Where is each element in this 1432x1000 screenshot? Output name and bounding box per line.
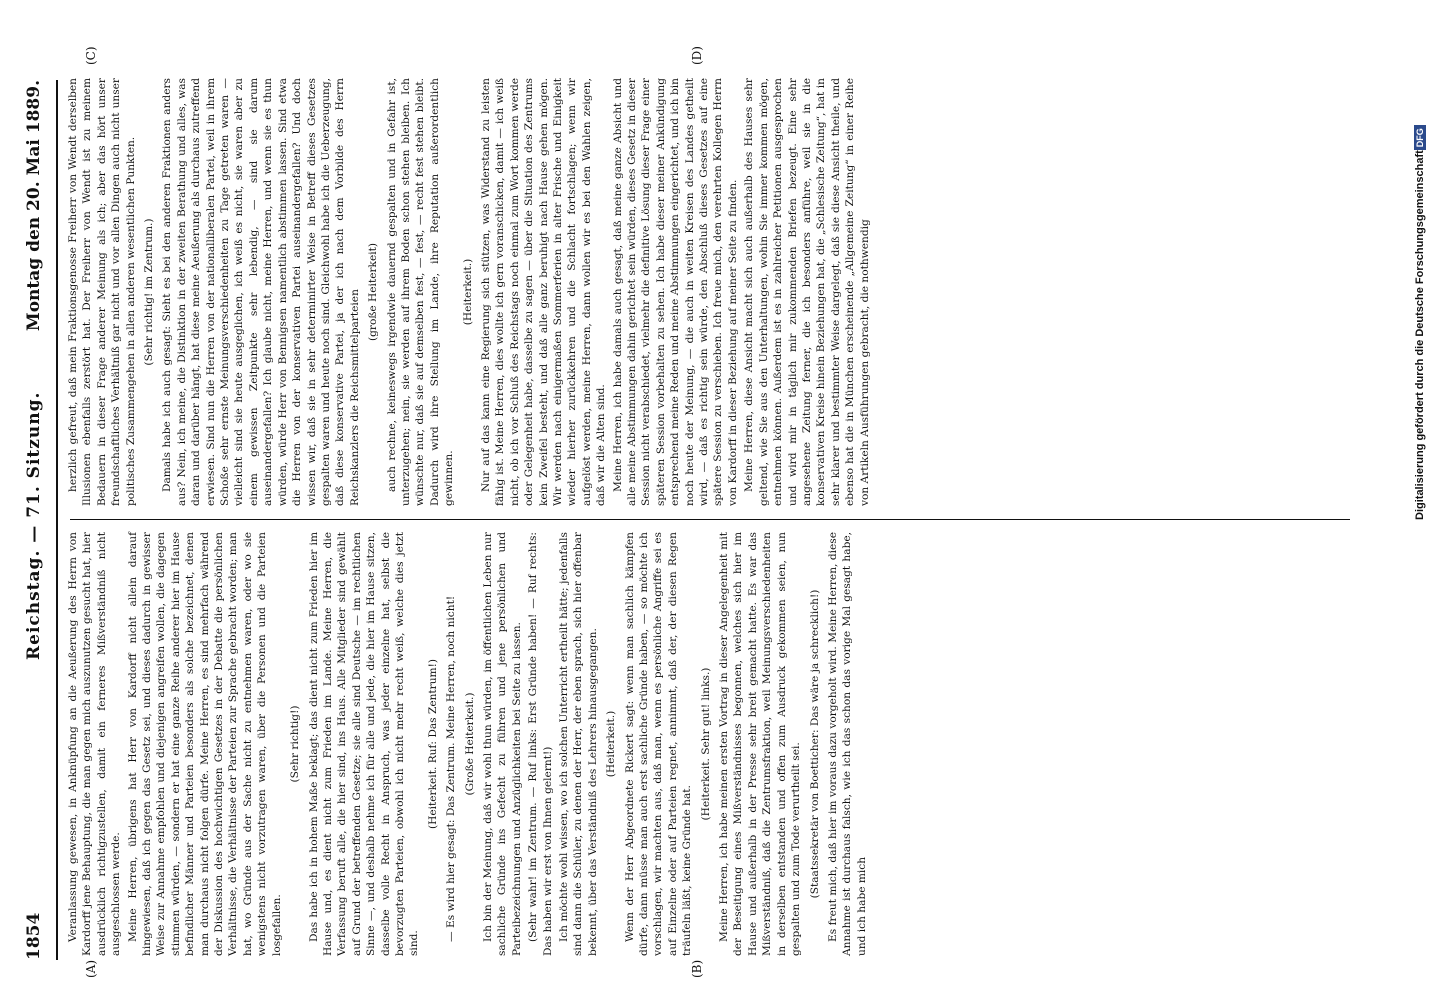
paragraph: Ich bin der Meinung, daß wir wohl thun würden, im öffentlichen Leben nur sachliche Gründe ins Gefecht zu führen und jene persönlichen und Parteibezeichnungen und Anzüglichkeiten bei Seite zu lassen.	[481, 532, 523, 956]
interjection: (Staatssekretär von Boetticher: Das wäre ja schrecklich!)	[808, 589, 821, 899]
paragraph: Wenn der Herr Abgeordnete Rickert sagt: wenn man sachlich kämpfen dürfe, dann müsse man auch erst sachliche Gründe haben, — so möchte ich vorschlagen, wir machten aus, daß man, wenn es persönliche Angriffe sei es auf Einzelne oder auf Parteien regnet, annimmt, daß der, der diesen Regen träufeln läßt, keine Gründe hat.	[623, 532, 694, 956]
paragraph: Nur auf das kann eine Regierung sich stützen, was Widerstand zu leisten fähig ist. Meine Herren, dies wollte ich gern voranschicken, damit — ich weiß nicht, ob ich vor Schluß des Reichstags noch einmal zum Wort kommen werde oder Gelegenheit habe, dasselbe zu sagen — über die Situation des Zentrums kein Zweifel besteht, und daß alle ganz beruhigt nach Hause gehen mögen. Wir werden nach einigermaßen Sommerferien in alter Frische und Einigkeit wieder hierher zurückkehren und die Schlacht fortschlagen; wenn wir aufgelöst werden, meine Herren, dann wollen wir es bei den Wahlen zeigen, daß wir die Alten sind.	[479, 78, 608, 506]
column-divider	[70, 519, 1350, 520]
paragraph: Meine Herren, diese Ansicht macht sich auch außerhalb des Hauses sehr geltend, wie Sie aus den Unterhaltungen, wohin Sie immer kommen mögen, entnehmen können. Außerdem ist es in zahlreicher Petitionen ausgesprochen und wird mir in täglich mir zukommenden Briefen bezeugt. Eine sehr angesehene Zeitung ferner, die ich besonders anführe, weil sie in die konservativen Kreise hinein Beziehungen hat, die „Schlesische Zeitung“, hat in sehr klarer und bestimmter Weise dargelegt, daß sie diese Ansicht theile, und ebenso hat die in München erscheinende „Allgemeine Zeitung“ in einer Reihe von Artikeln Ausführungen gebracht, die nothwendig	[743, 78, 871, 506]
page-number: 1854	[24, 912, 44, 960]
paragraph: Das habe ich in hohem Maße beklagt; das dient nicht zum Frieden hier im Hause und, es dient nicht zum Frieden im Lande. Meine Herren, die Verfassung beruft alle, die hier sind, ins Haus. Alle Mitglieder sind gewählt auf Grund der betreffenden Gesetze; sie alle sind Deutsche — im rechtlichen Sinne —, und deshalb nehme ich für alle und jede, die hier im Hause sitzen, dasselbe volle Recht in Anspruch, was jeder einzelne hat, selbst die bevorzugten Parteien, obwohl ich nicht mehr recht weiß, welche dies jetzt sind.	[307, 532, 421, 956]
interjection: (Heiterkeit. Sehr gut! links.)	[699, 667, 712, 821]
header-rule	[56, 80, 58, 960]
page-date: Montag den 20. Mai 1889.	[24, 80, 44, 332]
paragraph: Veranlassung gewesen, in Anknüpfung an die Aeußerung des Herrn von Kardorff jene Behauptung, die man gegen mich auszunutzen gesucht hat, hier ausdrücklich richtigzustellen, damit ein ferneres Mißverständniß nicht ausgeschlossen werde.	[67, 532, 123, 956]
paragraph: — Es wird hier gesagt: Das Zentrum. Meine Herren, noch nicht!	[445, 595, 458, 942]
marker-d: (D)	[690, 46, 704, 65]
paragraph: Ich möchte wohl wissen, wo ich solchen Unterricht ertheilt hätte; jedenfalls sind dann die Schüler, zu denen der Herr, der eben sprach, sich hier offenbar bekennt, über das Verständniß des Lehrers hinausgegangen.	[558, 532, 599, 956]
paragraph: auch rechne, keineswegs irgendwie dauernd gespalten und in Gefahr ist, unterzugehen; nein, sie werden auf ihrem Boden schon stehen bleiben. Ich wünschte nur, daß sie auf demselben fest, — fest, — recht fest stehen bleibt. Dadurch wird ihre Stellung im Lande, ihre Reputation außerordentlich gewinnen.	[385, 78, 456, 506]
interjection: (Sehr richtig! im Zentrum.)	[143, 218, 156, 366]
interjection: (Heiterkeit. Ruf: Das Zentrum!)	[426, 659, 439, 829]
paragraph: (Sehr wahr! im Zentrum. — Ruf links: Erst Gründe haben! — Ruf rechts: Das haben wir erst von Ihnen gelernt!)	[527, 532, 554, 956]
interjection: (Sehr richtig!)	[289, 705, 302, 783]
paragraph: Damals habe ich auch gesagt: Sieht es bei den anderen Fraktionen anders aus? Nein, ich meine, die Distinktion in der zweiten Berathung und alles, was daran und darüber hängt, hat diese meine Aeußerung als durchaus zutreffend erwiesen. Sind nun die Herren von der nationalliberalen Partei, weil in ihrem Schoße sehr ernste Meinungsverschiedenheiten zu Tage getreten waren — vielleicht sind sie heute ausgeglichen, ich weiß es nicht, sie waren aber zu einem gewissen Zeitpunkte sehr lebendig, — sind sie darum auseinandergefallen? Ich glaube nicht, meine Herren, und wenn sie es thun würden, würde Herr von Bennigsen namentlich abstimmen lassen. Sind etwa die Herren von der konservativen Partei auseinandergefallen? Und doch wissen wir, daß sie in sehr determinirter Weise in Betreff dieses Gesetzes gespalten waren und heute noch sind. Gleichwohl habe ich die Ueberzeugung, daß diese konservative Partei, ja der ich nach dem Vorbilde des Herrn Reichskanzlers die Reichsmittelparteien	[161, 78, 361, 506]
marker-a: (A)	[84, 959, 98, 978]
marker-b: (B)	[690, 959, 704, 978]
right-column	[66, 78, 874, 506]
interjection: (Heiterkeit.)	[461, 258, 474, 326]
paragraph: Es freut mich, daß hier im voraus dazu vorgeholt wird. Meine Herren, diese Annahme ist durchaus falsch, wie ich das schon das vorige Mal gesagt habe, und ich habe mich	[826, 532, 868, 956]
credit-text: Digitalisierung gefördert durch die Deutsche Forschungsgemeinschaft	[1414, 150, 1426, 520]
interjection: (Heiterkeit.)	[605, 710, 618, 778]
left-column	[66, 532, 871, 956]
paragraph: Meine Herren, ich habe meinen ersten Vortrag in dieser Angelegenheit mit der Beseitigung eines Mißverständnisses begonnen, welches sich hier im Hause und außerhalb in der Presse sehr breit gemacht hatte. Es war das Mißverständniß, daß die Zentrumsfraktion, weil Meinungsverschiedenheiten in derselben entstanden und offen zum Ausdruck gekommen seien, nun gespalten und zum Tode verurtheilt sei.	[718, 532, 803, 956]
paragraph: Meine Herren, ich habe damals auch gesagt, daß meine ganze Absicht und alle meine Abstimmungen dahin gerichtet sein würden, dieses Gesetz in dieser Session nicht verabschiedet, vielmehr die definitive Lösung dieser Frage einer späteren Session vorbehalten zu sehen. Ich habe dieser meiner Ankündigung entsprechend meine Reden und meine Abstimmungen eingerichtet, und ich bin noch heute der Meinung, — die auch in weiten Kreisen des Landes getheilt wird, — daß es richtig sein würde, den Abschluß dieses Gesetzes auf eine spätere Session zu verschieben. Ich freue mich, den verehrten Kollegen Herrn von Kardorff in dieser Beziehung auf meiner Seite zu finden.	[611, 78, 739, 506]
digitization-credit	[1414, 128, 1426, 520]
interjection: (große Heiterkeit)	[367, 242, 380, 342]
paragraph: herzlich gefreut, daß mein Fraktionsgenosse Freiherr von Wendt derselben Illusionen ebenfalls zerstört hat. Der Freiherr von Wendt ist zu meinem Bedauern in dieser Frage anderer Meinung als ich; aber das hört unser freundschaftliches Verhältniß gar nicht und vor allen Dingen auch nicht unser politisches Zusammengehen in allen anderen wesentlichen Punkten.	[67, 78, 137, 506]
interjection: (Große Heiterkeit.)	[463, 692, 476, 796]
paragraph: Meine Herren, übrigens hat Herr von Kardorff nicht allein darauf hingewiesen, daß ich gegen das Gesetz sei, und dieses dadurch in gewisser Weise zur Annahme empfohlen und diejenigen angreifen wollen, die dagegen stimmen würden, — sondern er hat eine ganze Reihe anderer hier im Hause befindlicher Männer und Parteien besonders als solche bezeichnet, denen man durchaus nicht folgen dürfe. Meine Herren, es sind mehrfach während der Diskussion des hochwichtigen Gesetzes in der Debatte die persönlichen Verhältnisse, die Verhältnisse der Parteien zur Sprache gebracht worden; man hat, wo Gründe aus der Sache nicht zu entnehmen waren, oder wo sie wenigstens nicht vorzutragen waren, über die Personen und die Parteien losgefallen.	[126, 532, 283, 956]
page-header	[24, 80, 54, 960]
dfg-logo: DFG	[1414, 125, 1426, 150]
marker-c: (C)	[84, 46, 98, 65]
page-title: Reichstag. — 71. Sitzung.	[24, 391, 44, 660]
